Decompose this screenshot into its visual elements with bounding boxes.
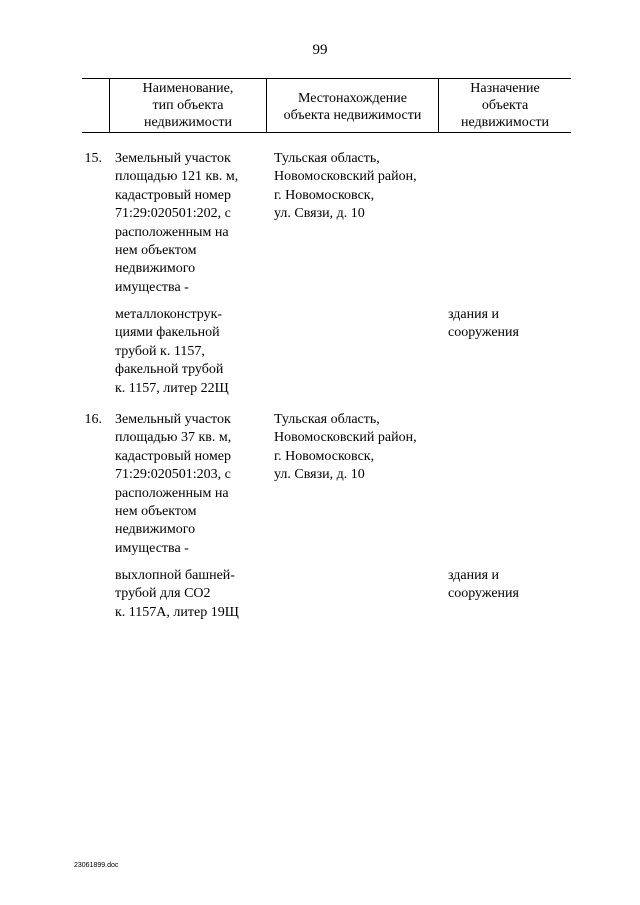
header-top-rule [82,78,571,79]
header-col-location: Местонахождение объекта недвижимости [283,91,422,123]
header-col-purpose: Назначение объекта недвижимости [461,81,549,130]
row-purpose: здания и сооружения [448,568,519,602]
row-purpose: здания и сооружения [448,307,519,341]
page-number: 99 [312,42,328,58]
row-number: 16. [84,412,102,427]
row-location: Тульская область, Новомосковский район, г. Новомосковск, ул. Связи, д. 10 [274,412,417,483]
row-number: 15. [84,151,102,166]
footer-filename: 23061899.doc [74,862,119,869]
row-name: Земельный участок площадью 121 кв. м, кадастровый номер 71:29:020501:202, с расположенным на нем объектом недвижимого имущества - [115,151,239,295]
header-bottom-rule [82,132,571,133]
row-name: Земельный участок площадью 37 кв. м, кадастровый номер 71:29:020501:203, с расположенным на нем объектом недвижимого имущества - [115,412,232,556]
row-location: Тульская область, Новомосковский район, г. Новомосковск, ул. Связи, д. 10 [274,151,417,222]
row-object: металлоконструк- циями факельной трубой к. 1157, факельной трубой к. 1157, литер 22Щ [115,307,229,396]
header-col-name: Наименование, тип объекта недвижимости [142,81,234,130]
row-object: выхлопной башней- трубой для СО2 к. 1157А, литер 19Щ [115,568,239,620]
